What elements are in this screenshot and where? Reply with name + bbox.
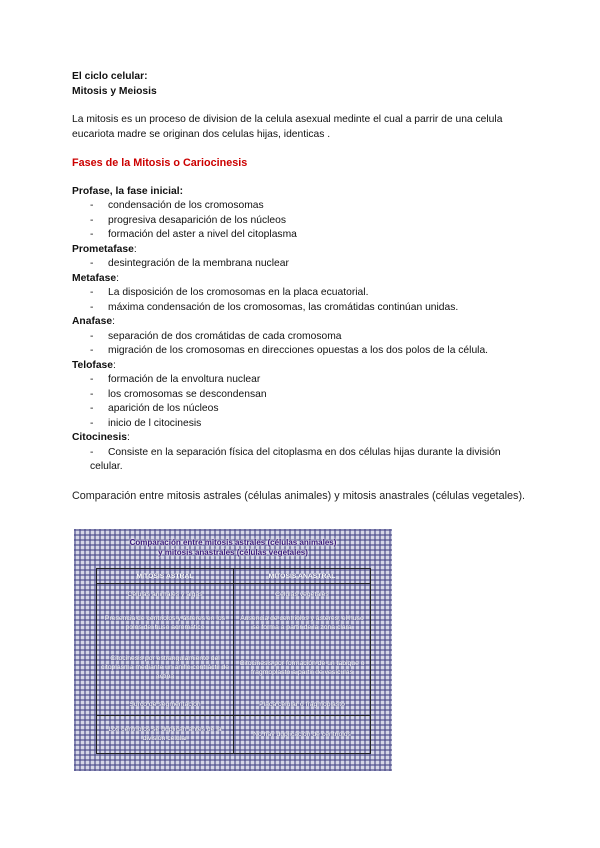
list-item: - desintegración de la membrana nuclear <box>72 257 532 272</box>
table-cell: Surco de segmentación <box>97 694 234 715</box>
phase-colon: : <box>112 316 115 327</box>
table-row <box>97 694 371 715</box>
section-heading: Fases de la Mitosis o Cariocinesis <box>72 157 248 169</box>
title-line-1: El ciclo celular: <box>72 71 148 82</box>
table-header-row <box>97 569 371 584</box>
anafase-list <box>72 330 532 359</box>
list-item: - progresiva desaparición de los núcleos <box>72 214 532 229</box>
table-cell: Presencia de centriolos y ásteres en los polos del huso acromático <box>97 605 234 642</box>
phase-heading-anafase <box>72 315 532 330</box>
table-cell: No hay duplicación de centriolos <box>234 715 371 753</box>
table-cell: Los centriolos se duplican antes de la división celular <box>97 715 234 753</box>
table-row <box>97 641 371 694</box>
figure-table <box>96 568 371 754</box>
list-item: - formación de la envoltura nuclear <box>72 373 532 388</box>
phase-name: Metafase <box>72 272 117 284</box>
phase-heading-profase <box>72 185 532 200</box>
list-item: - máxima condensación de los cromosomas, las cromátidas continúan unidas. <box>72 301 532 316</box>
table-cell: Células vegetales <box>234 584 371 605</box>
profase-list <box>72 199 532 243</box>
table-cell: Placa celular o fragmoplasto <box>234 694 371 715</box>
prometafase-list <box>72 257 532 272</box>
phase-name: Citocinesis <box>72 432 127 443</box>
document-page <box>72 70 532 504</box>
phase-heading-citocinesis <box>72 431 532 446</box>
telofase-list <box>72 373 532 431</box>
phase-name: Anafase <box>72 316 113 327</box>
phase-name: Profase, la fase inicial: <box>72 185 184 197</box>
list-item: - La disposición de los cromosomas en la placa ecuatorial. <box>72 286 532 301</box>
metafase-list <box>72 286 532 315</box>
citocinesis-dash: - <box>90 446 94 458</box>
table-header-cell: MITOSIS ANASTRAL <box>234 569 371 584</box>
intro-paragraph: La mitosis es un proceso de division de la celula asexual medinte el cual a parrir de una celula eucariota madre se originan dos celulas hijas, identicas . <box>72 114 503 140</box>
phase-heading-telofase <box>72 359 532 374</box>
comparison-paragraph: Comparación entre mitosis astrales (células animales) y mitosis anastrales (células vegetales). <box>72 489 526 502</box>
list-item: - los cromosomas se descondensan <box>72 388 532 403</box>
list-item: - condensación de los cromosomas <box>72 199 532 214</box>
figure-caption <box>74 538 392 558</box>
phase-colon: : <box>133 243 137 255</box>
phase-colon: : <box>113 359 116 371</box>
table-row <box>97 605 371 642</box>
citocinesis-text: Consiste en la separación física del citoplasma en dos células hijas durante la división celular. <box>90 446 501 472</box>
list-item: - inicio de l citocinesis <box>72 417 532 432</box>
table-header-cell: MITOSIS ASTRAL <box>97 569 234 584</box>
list-item: - migración de los cromosomas en direcciones opuestas a los dos polos de la célula. <box>72 344 532 359</box>
phase-name: Prometafase <box>72 243 134 255</box>
list-item: - aparición de los núcleos <box>72 402 532 417</box>
phase-heading-prometafase <box>72 243 532 258</box>
table-cell: Ausencia de centriolos y ásteres; el huso se forma a partir de la zona clara <box>234 605 371 642</box>
phase-heading-metafase <box>72 272 532 287</box>
document-title <box>72 70 532 99</box>
table-cell: Citocinesis por formación de un tabique o fragmoplasto a partir de vesículas <box>234 641 371 694</box>
phase-name: Telofase <box>72 359 114 371</box>
table-cell: Células animales y algas <box>97 584 234 605</box>
comparison-table-image <box>74 529 392 771</box>
table-cell: Citocinesis por estrangulamiento del citoplasma mediante un anillo contráctil de actina <box>97 641 234 694</box>
table-row <box>97 584 371 605</box>
title-line-2: Mitosis y Meiosis <box>72 85 157 97</box>
phase-colon: : <box>116 272 119 284</box>
list-item: - formación del aster a nivel del citoplasma <box>72 228 532 243</box>
citocinesis-paragraph <box>72 446 532 475</box>
phase-colon: : <box>126 432 130 443</box>
table-row <box>97 715 371 753</box>
figure-caption-line-1: Comparación entre mitosis astrales (células animales) <box>129 538 337 547</box>
figure-caption-line-2: y mitosis anastrales (células vegetales) <box>158 548 308 557</box>
list-item: - separación de dos cromátidas de cada cromosoma <box>72 330 532 345</box>
